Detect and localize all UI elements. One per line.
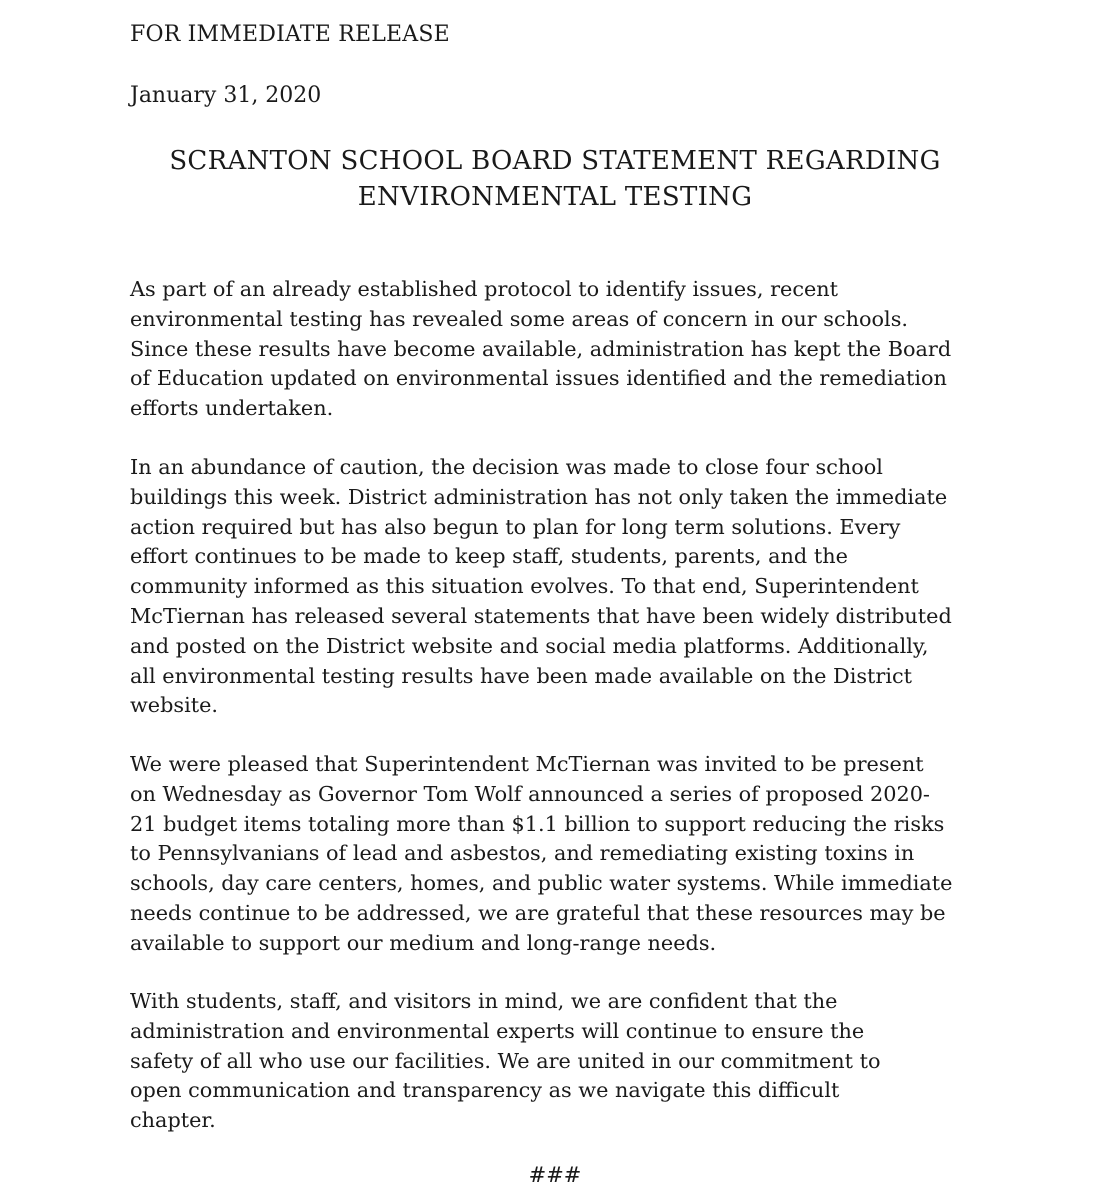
text-line: schools, day care centers, homes, and public water systems. While immediate xyxy=(130,871,953,896)
paragraph-commitment xyxy=(130,987,990,1136)
text-line: community informed as this situation evolves. To that end, Superintendent xyxy=(130,574,919,599)
release-label: FOR IMMEDIATE RELEASE xyxy=(130,22,450,47)
title-line: SCRANTON SCHOOL BOARD STATEMENT REGARDING xyxy=(169,146,941,176)
text-line: With students, staff, and visitors in mind, we are confident that the xyxy=(130,989,838,1013)
text-line: administration and environmental experts will continue to ensure the xyxy=(130,1018,865,1043)
text-line: chapter. xyxy=(130,1108,216,1133)
text-line: effort continues to be made to keep staff, students, parents, and the xyxy=(130,544,848,569)
text-line: Since these results have become available, administration has kept the Board xyxy=(130,336,952,361)
text-line: available to support our medium and long-range needs. xyxy=(130,930,717,955)
paragraph-testing-protocol xyxy=(130,275,990,424)
text-line: action required but has also begun to plan for long term solutions. Every xyxy=(130,514,901,539)
text-line: and posted on the District website and social media platforms. Additionally, xyxy=(130,633,929,658)
text-line: In an abundance of caution, the decision was made to close four school xyxy=(130,455,883,479)
end-mark: ### xyxy=(528,1163,582,1187)
statement-title xyxy=(130,143,980,215)
text-line: efforts undertaken. xyxy=(130,396,334,421)
text-line: environmental testing has revealed some areas of concern in our schools. xyxy=(130,306,908,331)
text-line: 21 budget items totaling more than $1.1 billion to support reducing the risks xyxy=(130,811,945,836)
text-line: As part of an already established protocol to identify issues, recent xyxy=(130,277,839,301)
text-line: website. xyxy=(130,693,219,718)
text-line: We were pleased that Superintendent McTiernan was invited to be present xyxy=(130,752,924,776)
text-line: to Pennsylvanians of lead and asbestos, and remediating existing toxins in xyxy=(130,841,915,866)
text-line: McTiernan has released several statements that have been widely distributed xyxy=(130,603,952,628)
text-line: of Education updated on environmental issues identified and the remediation xyxy=(130,366,947,391)
text-line: safety of all who use our facilities. We are united in our commitment to xyxy=(130,1048,881,1073)
release-date: January 31, 2020 xyxy=(130,83,322,108)
text-line: open communication and transparency as we navigate this difficult xyxy=(130,1078,840,1103)
text-line: all environmental testing results have been made available on the District xyxy=(130,663,913,688)
title-line: ENVIRONMENTAL TESTING xyxy=(357,182,753,212)
text-line: buildings this week. District administration has not only taken the immediate xyxy=(130,484,948,509)
paragraph-school-closures xyxy=(130,453,990,721)
paragraph-governor-budget xyxy=(130,750,990,959)
text-line: needs continue to be addressed, we are grateful that these resources may be xyxy=(130,900,946,925)
text-line: on Wednesday as Governor Tom Wolf announced a series of proposed 2020- xyxy=(130,781,930,806)
